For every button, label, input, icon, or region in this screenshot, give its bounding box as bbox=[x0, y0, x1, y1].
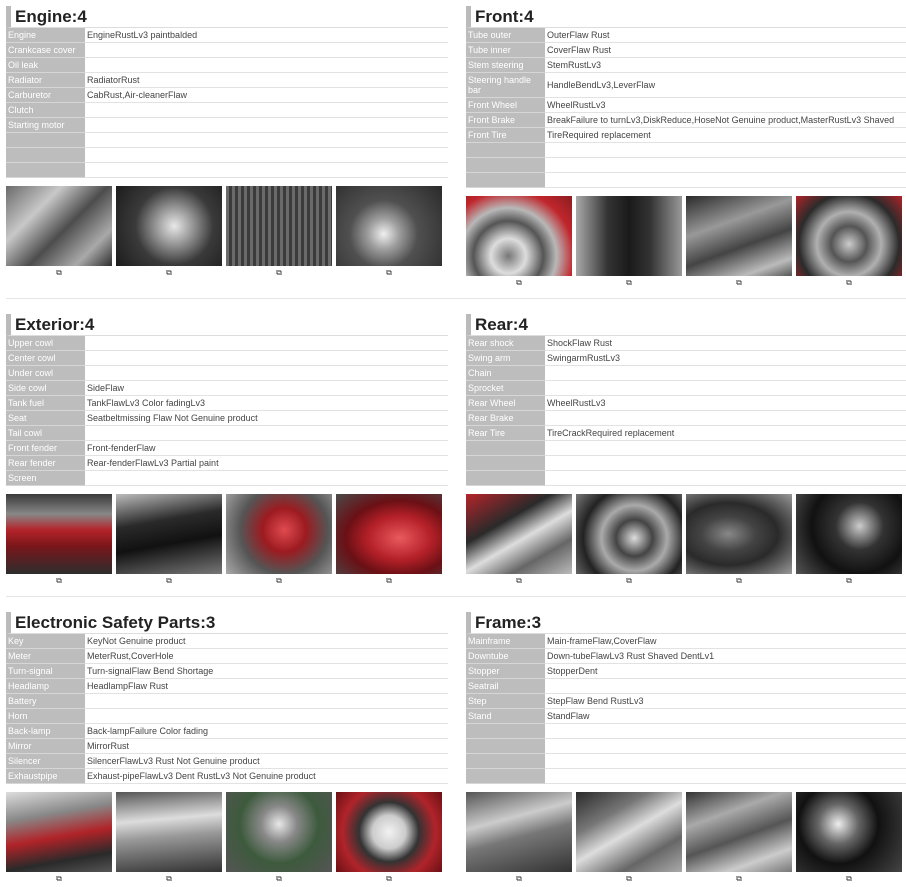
photo-engine-2[interactable] bbox=[116, 186, 222, 266]
row-value: MirrorRust bbox=[85, 739, 448, 754]
row-value: HandleBendLv3,LeverFlaw bbox=[545, 73, 906, 98]
row-value: Down-tubeFlawLv3 Rust Shaved DentLv1 bbox=[545, 649, 906, 664]
table-row bbox=[6, 366, 448, 381]
row-label: Exhaustpipe bbox=[6, 769, 85, 784]
row-value bbox=[85, 426, 448, 441]
photo-rear-2[interactable] bbox=[576, 494, 682, 574]
row-label: Tank fuel bbox=[6, 396, 85, 411]
table-row bbox=[466, 128, 906, 143]
row-label: Crankcase cover bbox=[6, 43, 85, 58]
row-label: Battery bbox=[6, 694, 85, 709]
row-label bbox=[466, 158, 545, 173]
row-label: Center cowl bbox=[6, 351, 85, 366]
row-value: WheelRustLv3 bbox=[545, 396, 906, 411]
table-row bbox=[466, 158, 906, 173]
row-value: EngineRustLv3 paintbalded bbox=[85, 28, 448, 43]
row-label: Front Wheel bbox=[466, 98, 545, 113]
row-value: OuterFlaw Rust bbox=[545, 28, 906, 43]
row-label: Rear shock bbox=[466, 336, 545, 351]
row-label bbox=[6, 163, 85, 178]
zoom-icon[interactable]: ⧉ bbox=[736, 278, 742, 287]
table-row bbox=[6, 411, 448, 426]
zoom-icon[interactable]: ⧉ bbox=[276, 576, 282, 585]
table-row bbox=[466, 351, 906, 366]
table-row bbox=[6, 634, 448, 649]
row-label: Mainframe bbox=[466, 634, 545, 649]
row-value bbox=[85, 351, 448, 366]
photo-electronic-4[interactable] bbox=[336, 792, 442, 872]
row-value bbox=[545, 769, 906, 784]
photo-exterior-3[interactable] bbox=[226, 494, 332, 574]
row-label bbox=[466, 724, 545, 739]
row-label: Mirror bbox=[6, 739, 85, 754]
row-value: SwingarmRustLv3 bbox=[545, 351, 906, 366]
zoom-icon[interactable]: ⧉ bbox=[846, 576, 852, 585]
section-frame bbox=[466, 612, 906, 884]
zoom-icon[interactable]: ⧉ bbox=[626, 278, 632, 287]
photo-rear-4[interactable] bbox=[796, 494, 902, 574]
row-value: Back-lampFailure Color fading bbox=[85, 724, 448, 739]
row-label: Under cowl bbox=[6, 366, 85, 381]
photo-engine-3[interactable] bbox=[226, 186, 332, 266]
row-value: TankFlawLv3 Color fadingLv3 bbox=[85, 396, 448, 411]
table-row bbox=[466, 769, 906, 784]
row-value: StemRustLv3 bbox=[545, 58, 906, 73]
row-value: HeadlampFlaw Rust bbox=[85, 679, 448, 694]
spec-table bbox=[6, 336, 448, 486]
photo-exterior-4[interactable] bbox=[336, 494, 442, 574]
zoom-icon[interactable]: ⧉ bbox=[166, 874, 172, 883]
table-row bbox=[6, 769, 448, 784]
row-value: KeyNot Genuine product bbox=[85, 634, 448, 649]
table-row bbox=[6, 649, 448, 664]
row-value: MeterRust,CoverHole bbox=[85, 649, 448, 664]
row-label: Front Brake bbox=[466, 113, 545, 128]
row-label: Step bbox=[466, 694, 545, 709]
row-value: Front-fenderFlaw bbox=[85, 441, 448, 456]
table-row bbox=[6, 73, 448, 88]
row-label bbox=[466, 456, 545, 471]
photo-strip bbox=[466, 792, 906, 872]
table-row bbox=[6, 58, 448, 73]
table-row bbox=[6, 103, 448, 118]
row-label: Silencer bbox=[6, 754, 85, 769]
photo-rear-3[interactable] bbox=[686, 494, 792, 574]
section-rear bbox=[466, 314, 906, 586]
zoom-icon[interactable]: ⧉ bbox=[166, 576, 172, 585]
row-value bbox=[85, 709, 448, 724]
row-label: Upper cowl bbox=[6, 336, 85, 351]
photo-engine-4[interactable] bbox=[336, 186, 442, 266]
row-label: Back-lamp bbox=[6, 724, 85, 739]
row-value: CoverFlaw Rust bbox=[545, 43, 906, 58]
table-row bbox=[466, 471, 906, 486]
row-label: Stem steering bbox=[466, 58, 545, 73]
row-label: Headlamp bbox=[6, 679, 85, 694]
row-label bbox=[6, 133, 85, 148]
row-value: SideFlaw bbox=[85, 381, 448, 396]
photo-front-3[interactable] bbox=[686, 196, 792, 276]
zoom-row bbox=[466, 874, 906, 884]
zoom-icon[interactable]: ⧉ bbox=[166, 268, 172, 277]
row-value bbox=[545, 724, 906, 739]
row-value bbox=[85, 336, 448, 351]
row-value: BreakFailure to turnLv3,DiskReduce,HoseNot Genuine product,MasterRustLv3 Shaved bbox=[545, 113, 906, 128]
row-label bbox=[466, 769, 545, 784]
table-row bbox=[6, 118, 448, 133]
zoom-icon[interactable]: ⧉ bbox=[276, 268, 282, 277]
table-row bbox=[6, 43, 448, 58]
table-row bbox=[466, 396, 906, 411]
photo-frame-1[interactable] bbox=[466, 792, 572, 872]
table-row bbox=[6, 426, 448, 441]
row-value: WheelRustLv3 bbox=[545, 98, 906, 113]
divider bbox=[6, 596, 906, 597]
photo-rear-1[interactable] bbox=[466, 494, 572, 574]
spec-table bbox=[466, 336, 906, 486]
row-value: Rear-fenderFlawLv3 Partial paint bbox=[85, 456, 448, 471]
table-row bbox=[6, 679, 448, 694]
table-row bbox=[6, 471, 448, 486]
table-row bbox=[6, 88, 448, 103]
row-value bbox=[545, 456, 906, 471]
table-row bbox=[466, 411, 906, 426]
zoom-icon[interactable]: ⧉ bbox=[276, 874, 282, 883]
row-value bbox=[85, 163, 448, 178]
row-value bbox=[85, 58, 448, 73]
row-label: Radiator bbox=[6, 73, 85, 88]
row-label: Swing arm bbox=[466, 351, 545, 366]
table-row bbox=[6, 709, 448, 724]
row-label bbox=[466, 754, 545, 769]
zoom-icon[interactable]: ⧉ bbox=[626, 874, 632, 883]
table-row bbox=[466, 456, 906, 471]
zoom-row bbox=[466, 576, 906, 586]
row-value bbox=[545, 143, 906, 158]
table-row bbox=[466, 441, 906, 456]
row-label: Stopper bbox=[466, 664, 545, 679]
row-label: Tube inner bbox=[466, 43, 545, 58]
row-label: Rear Wheel bbox=[466, 396, 545, 411]
zoom-icon[interactable]: ⧉ bbox=[736, 874, 742, 883]
table-row bbox=[466, 98, 906, 113]
section-title: Rear:4 bbox=[466, 314, 906, 336]
zoom-icon[interactable]: ⧉ bbox=[386, 874, 392, 883]
row-value: StepFlaw Bend RustLv3 bbox=[545, 694, 906, 709]
table-row bbox=[466, 113, 906, 128]
row-label bbox=[466, 739, 545, 754]
zoom-icon[interactable]: ⧉ bbox=[56, 576, 62, 585]
row-label bbox=[6, 148, 85, 163]
photo-front-2[interactable] bbox=[576, 196, 682, 276]
photo-front-4[interactable] bbox=[796, 196, 902, 276]
row-value: SilencerFlawLv3 Rust Not Genuine product bbox=[85, 754, 448, 769]
table-row bbox=[466, 173, 906, 188]
row-value: Seatbeltmissing Flaw Not Genuine product bbox=[85, 411, 448, 426]
table-row bbox=[466, 28, 906, 43]
section-exterior bbox=[6, 314, 448, 586]
photo-electronic-2[interactable] bbox=[116, 792, 222, 872]
row-label: Sprocket bbox=[466, 381, 545, 396]
row-label: Seatrail bbox=[466, 679, 545, 694]
section-electronic-safety-parts bbox=[6, 612, 448, 884]
row-value bbox=[545, 411, 906, 426]
zoom-icon[interactable]: ⧉ bbox=[386, 268, 392, 277]
row-value bbox=[85, 148, 448, 163]
row-value bbox=[545, 679, 906, 694]
row-value: Main-frameFlaw,CoverFlaw bbox=[545, 634, 906, 649]
row-label bbox=[466, 441, 545, 456]
table-row bbox=[466, 664, 906, 679]
table-row bbox=[466, 634, 906, 649]
zoom-icon[interactable]: ⧉ bbox=[386, 576, 392, 585]
row-label: Rear fender bbox=[6, 456, 85, 471]
row-value bbox=[85, 694, 448, 709]
zoom-icon[interactable]: ⧉ bbox=[56, 874, 62, 883]
zoom-icon[interactable]: ⧉ bbox=[516, 874, 522, 883]
row-label: Horn bbox=[6, 709, 85, 724]
table-row bbox=[466, 649, 906, 664]
row-label: Engine bbox=[6, 28, 85, 43]
zoom-icon[interactable]: ⧉ bbox=[516, 278, 522, 287]
table-row bbox=[6, 739, 448, 754]
row-label: Chain bbox=[466, 366, 545, 381]
table-row bbox=[6, 336, 448, 351]
photo-front-1[interactable] bbox=[466, 196, 572, 276]
zoom-icon[interactable]: ⧉ bbox=[56, 268, 62, 277]
photo-strip bbox=[6, 186, 448, 266]
row-label: Tube outer bbox=[466, 28, 545, 43]
table-row bbox=[466, 739, 906, 754]
table-row bbox=[6, 351, 448, 366]
spec-table bbox=[466, 634, 906, 784]
section-engine bbox=[6, 6, 448, 278]
row-label: Screen bbox=[6, 471, 85, 486]
zoom-row bbox=[6, 268, 448, 278]
table-row bbox=[6, 456, 448, 471]
row-value bbox=[85, 471, 448, 486]
photo-strip bbox=[6, 792, 448, 872]
row-value bbox=[545, 158, 906, 173]
table-row bbox=[466, 679, 906, 694]
row-label: Seat bbox=[6, 411, 85, 426]
section-title: Electronic Safety Parts:3 bbox=[6, 612, 448, 634]
row-label: Turn-signal bbox=[6, 664, 85, 679]
row-value bbox=[85, 118, 448, 133]
row-label: Steering handle bar bbox=[466, 73, 545, 98]
spec-table bbox=[6, 28, 448, 178]
row-label bbox=[466, 471, 545, 486]
row-label: Rear Brake bbox=[466, 411, 545, 426]
row-label: Meter bbox=[6, 649, 85, 664]
row-value: StopperDent bbox=[545, 664, 906, 679]
row-value bbox=[85, 366, 448, 381]
zoom-icon[interactable]: ⧉ bbox=[846, 278, 852, 287]
table-row bbox=[6, 28, 448, 43]
table-row bbox=[466, 694, 906, 709]
photo-engine-1[interactable] bbox=[6, 186, 112, 266]
row-label: Rear Tire bbox=[466, 426, 545, 441]
row-label bbox=[466, 143, 545, 158]
row-value: RadiatorRust bbox=[85, 73, 448, 88]
row-label: Carburetor bbox=[6, 88, 85, 103]
row-value bbox=[85, 103, 448, 118]
row-value bbox=[545, 739, 906, 754]
zoom-row bbox=[6, 576, 448, 586]
table-row bbox=[466, 426, 906, 441]
row-value bbox=[85, 43, 448, 58]
section-title: Exterior:4 bbox=[6, 314, 448, 336]
row-value: Turn-signalFlaw Bend Shortage bbox=[85, 664, 448, 679]
table-row bbox=[6, 133, 448, 148]
zoom-icon[interactable]: ⧉ bbox=[736, 576, 742, 585]
zoom-icon[interactable]: ⧉ bbox=[846, 874, 852, 883]
table-row bbox=[6, 396, 448, 411]
table-row bbox=[6, 754, 448, 769]
photo-electronic-3[interactable] bbox=[226, 792, 332, 872]
table-row bbox=[466, 366, 906, 381]
section-front bbox=[466, 6, 906, 288]
row-label: Stand bbox=[466, 709, 545, 724]
table-row bbox=[6, 441, 448, 456]
zoom-row bbox=[6, 874, 448, 884]
photo-frame-3[interactable] bbox=[686, 792, 792, 872]
table-row bbox=[6, 724, 448, 739]
spec-table bbox=[6, 634, 448, 784]
section-title: Frame:3 bbox=[466, 612, 906, 634]
row-label: Front Tire bbox=[466, 128, 545, 143]
photo-strip bbox=[466, 494, 906, 574]
table-row bbox=[466, 43, 906, 58]
photo-frame-2[interactable] bbox=[576, 792, 682, 872]
row-value: ShockFlaw Rust bbox=[545, 336, 906, 351]
row-value: TireRequired replacement bbox=[545, 128, 906, 143]
section-title: Front:4 bbox=[466, 6, 906, 28]
row-label: Key bbox=[6, 634, 85, 649]
photo-strip bbox=[466, 196, 906, 276]
row-value bbox=[545, 471, 906, 486]
row-value bbox=[545, 173, 906, 188]
row-value bbox=[85, 133, 448, 148]
row-label: Starting motor bbox=[6, 118, 85, 133]
table-row bbox=[6, 381, 448, 396]
zoom-icon[interactable]: ⧉ bbox=[626, 576, 632, 585]
table-row bbox=[466, 58, 906, 73]
row-label: Oil leak bbox=[6, 58, 85, 73]
table-row bbox=[6, 163, 448, 178]
spec-table bbox=[466, 28, 906, 188]
table-row bbox=[6, 664, 448, 679]
row-label bbox=[466, 173, 545, 188]
table-row bbox=[466, 754, 906, 769]
row-label: Front fender bbox=[6, 441, 85, 456]
photo-strip bbox=[6, 494, 448, 574]
row-label: Downtube bbox=[466, 649, 545, 664]
row-value bbox=[545, 381, 906, 396]
row-value: CabRust,Air-cleanerFlaw bbox=[85, 88, 448, 103]
photo-electronic-1[interactable] bbox=[6, 792, 112, 872]
photo-frame-4[interactable] bbox=[796, 792, 902, 872]
table-row bbox=[6, 148, 448, 163]
zoom-row bbox=[466, 278, 906, 288]
table-row bbox=[6, 694, 448, 709]
row-value bbox=[545, 366, 906, 381]
table-row bbox=[466, 709, 906, 724]
table-row bbox=[466, 143, 906, 158]
row-label: Clutch bbox=[6, 103, 85, 118]
table-row bbox=[466, 336, 906, 351]
row-value: TireCrackRequired replacement bbox=[545, 426, 906, 441]
photo-exterior-2[interactable] bbox=[116, 494, 222, 574]
row-label: Tail cowl bbox=[6, 426, 85, 441]
row-value: StandFlaw bbox=[545, 709, 906, 724]
section-title: Engine:4 bbox=[6, 6, 448, 28]
table-row bbox=[466, 73, 906, 98]
photo-exterior-1[interactable] bbox=[6, 494, 112, 574]
table-row bbox=[466, 724, 906, 739]
row-value: Exhaust-pipeFlawLv3 Dent RustLv3 Not Genuine product bbox=[85, 769, 448, 784]
zoom-icon[interactable]: ⧉ bbox=[516, 576, 522, 585]
row-value bbox=[545, 441, 906, 456]
table-row bbox=[466, 381, 906, 396]
divider bbox=[6, 298, 906, 299]
row-label: Side cowl bbox=[6, 381, 85, 396]
row-value bbox=[545, 754, 906, 769]
